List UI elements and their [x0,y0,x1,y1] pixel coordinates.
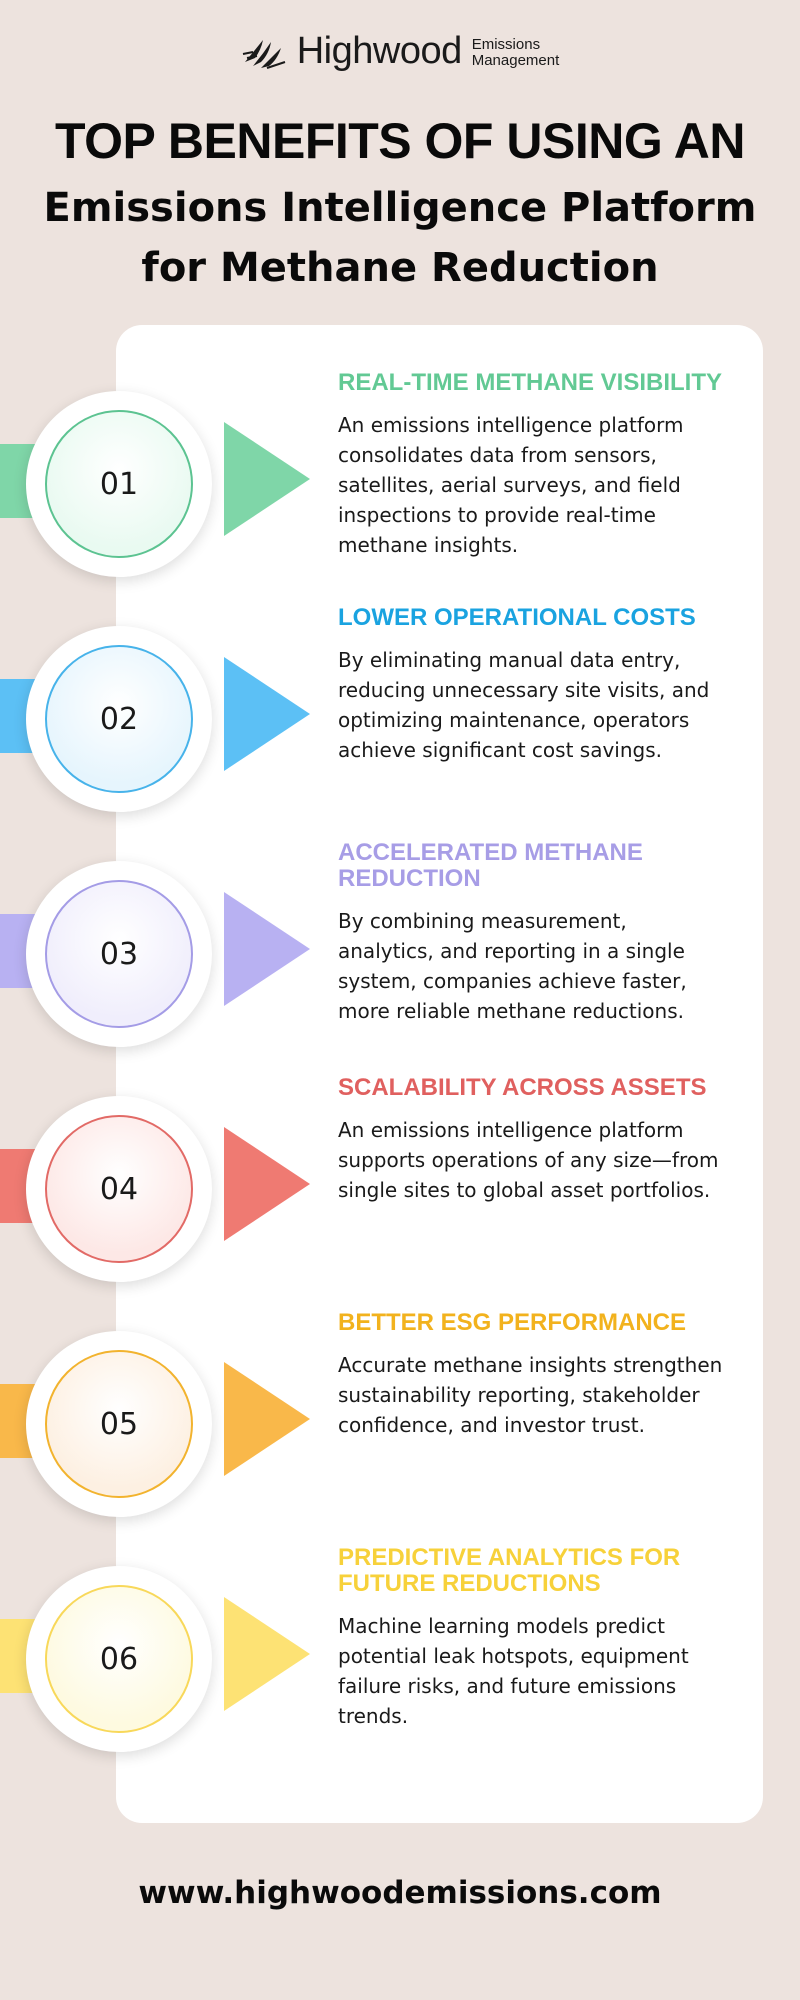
benefit-item [0,1545,800,1780]
benefit-heading: BETTER ESG PERFORMANCE [338,1309,687,1336]
arrow-right-icon [224,1362,310,1476]
page-title-line1: TOP BENEFITS OF USING AN [55,113,745,169]
benefit-heading: LOWER OPERATIONAL COSTS [338,604,696,631]
footer-url[interactable]: www.highwoodemissions.com [138,1875,662,1911]
arrow-right-icon [224,1127,310,1241]
benefit-heading: SCALABILITY ACROSS ASSETS [338,1074,707,1101]
benefit-description: Accurate methane insights strengthen sustainability reporting, stakeholder confidence, and investor trust. [338,1353,723,1437]
arrow-right-icon [224,892,310,1006]
number-badge [26,626,212,812]
benefit-heading: ACCELERATED METHANE REDUCTION [338,839,643,892]
benefit-item [0,1075,800,1310]
benefit-number: 02 [99,701,139,737]
benefit-item [0,840,800,1075]
benefit-item [0,370,800,605]
number-badge [26,1331,212,1517]
number-badge [26,391,212,577]
benefit-text [338,1075,728,1205]
brand-sub-line2: Management [471,51,560,69]
number-circle [45,1115,193,1263]
number-badge [26,1566,212,1752]
benefit-heading: PREDICTIVE ANALYTICS FOR FUTURE REDUCTIONS [338,1544,681,1597]
number-circle [45,880,193,1028]
number-circle [45,1350,193,1498]
arrow-right-icon [224,657,310,771]
page-title-main [0,178,800,298]
brand-name: Highwood [296,30,462,72]
benefit-heading: REAL-TIME METHANE VISIBILITY [338,369,722,396]
number-badge [26,1096,212,1282]
number-circle [45,1585,193,1733]
benefit-number: 05 [99,1406,139,1442]
benefit-description: By combining measurement, analytics, and reporting in a single system, companies achieve faster, more reliable methane reductions. [338,909,687,1023]
benefit-number: 06 [99,1641,139,1677]
arrow-right-icon [224,1597,310,1711]
benefit-text [338,370,728,560]
benefit-description: An emissions intelligence platform supports operations of any size—from single sites to global asset portfolios. [338,1118,719,1202]
brand-logo [0,30,800,73]
bird-wing-icon [241,32,287,72]
brand-sub-line1: Emissions [471,35,541,53]
benefit-item [0,605,800,840]
brand-subtitle [472,37,560,69]
benefit-description: An emissions intelligence platform consolidates data from sensors, satellites, aerial surveys, and field inspections to provide real-time methane insights. [338,413,684,557]
arrow-right-icon [224,422,310,536]
benefit-text [338,605,728,765]
page-title-line2: Emissions Intelligence Platform [43,185,757,231]
page-title-line3: for Methane Reduction [141,245,659,291]
benefit-description: By eliminating manual data entry, reducing unnecessary site visits, and optimizing maintenance, operators achieve significant cost savings. [338,648,710,762]
benefit-item [0,1310,800,1545]
benefit-text [338,840,728,1026]
benefit-description: Machine learning models predict potential leak hotspots, equipment failure risks, and future emissions trends. [338,1614,689,1728]
benefit-text [338,1310,728,1440]
benefit-number: 04 [99,1171,139,1207]
number-badge [26,861,212,1047]
number-circle [45,410,193,558]
benefit-text [338,1545,728,1731]
number-circle [45,645,193,793]
benefit-number: 01 [99,466,139,502]
benefit-number: 03 [99,936,139,972]
